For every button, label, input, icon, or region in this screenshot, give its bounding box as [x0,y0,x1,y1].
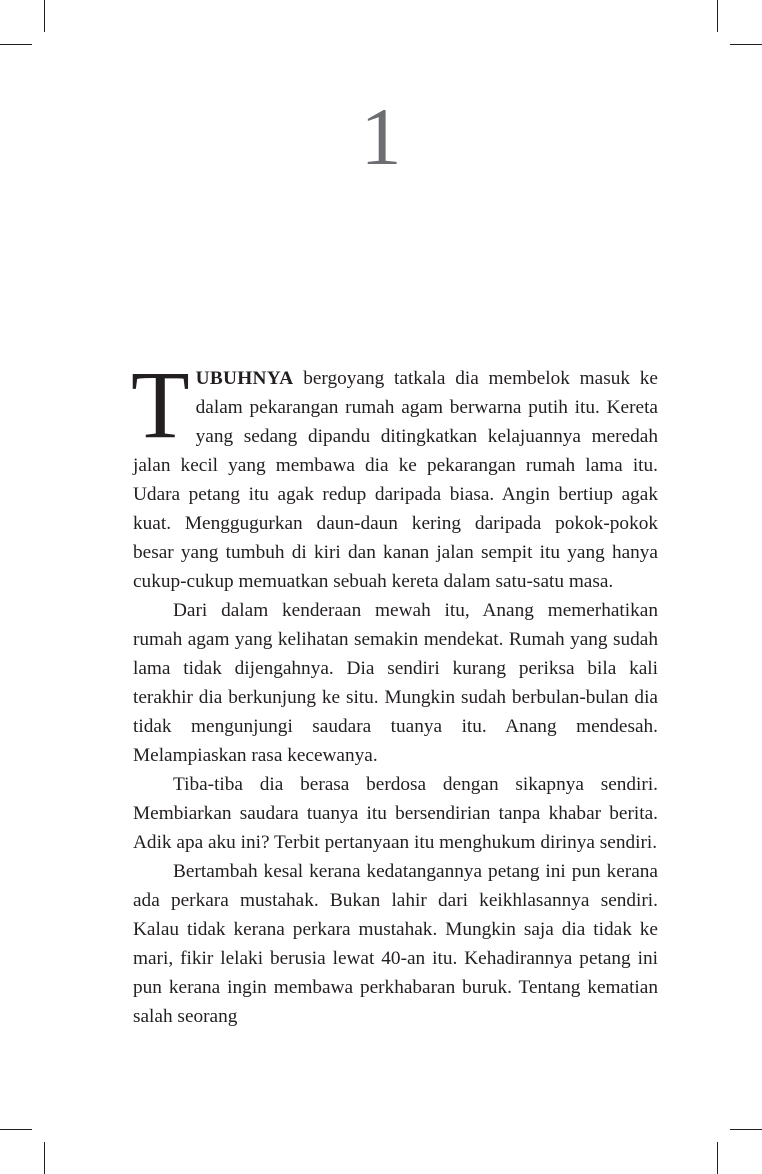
crop-mark [0,44,32,45]
crop-mark [730,44,762,45]
paragraph: Dari dalam kenderaan mewah itu, Anang memerhatikan rumah agam yang kelihatan semakin mendekat. Rumah yang sudah lama tidak dijengahnya. Dia sendiri kurang periksa bila kali terakhir dia berkunjung ke situ. Mungkin sudah berbulan-bulan dia tidak mengunjungi saudara tuanya itu. Anang mendesah. Melampiaskan rasa kecewanya. [133,600,658,766]
crop-mark [0,1129,32,1130]
lead-in: UBUHNYA [195,368,294,389]
paragraph: Bertambah kesal kerana kedatangannya petang ini pun kerana ada perkara mustahak. Bukan lahir dari keikhlasannya sendiri. Kalau tidak kerana perkara mustahak. Mungkin saja dia tidak ke mari, fikir lelaki berusia lewat 40-an itu. Kehadirannya petang ini pun kerana ingin membawa perkhabaran buruk. Tentang kematian salah seorang [133,861,658,1027]
crop-mark [730,1129,762,1130]
crop-mark [44,0,45,32]
paragraph-text: bergoyang tatkala dia membelok masuk ke dalam pekarangan rumah agam berwarna putih itu. Kereta yang sedang dipandu ditingkatkan kelajuannya meredah jalan kecil yang membawa dia ke pekarangan rumah lama itu. Udara petang itu agak redup daripada biasa. Angin bertiup agak kuat. Menggugurkan daun-daun kering daripada pokok-pokok besar yang tumbuh di kiri dan kanan jalan sempit itu yang hanya cukup-cukup memuatkan sebuah kereta dalam satu-satu masa. [133,368,658,592]
drop-cap: T [131,351,190,458]
crop-mark [717,0,718,32]
paragraph [131,351,658,596]
crop-mark [717,1142,718,1174]
paragraph: Tiba-tiba dia berasa berdosa dengan sikapnya sendiri. Membiarkan saudara tuanya itu bersendirian tanpa khabar berita. Adik apa aku ini? Terbit pertanyaan itu menghukum dirinya sendiri. [133,774,658,853]
crop-mark [44,1142,45,1174]
chapter-number: 1 [360,91,402,182]
chapter-body [131,351,658,1031]
